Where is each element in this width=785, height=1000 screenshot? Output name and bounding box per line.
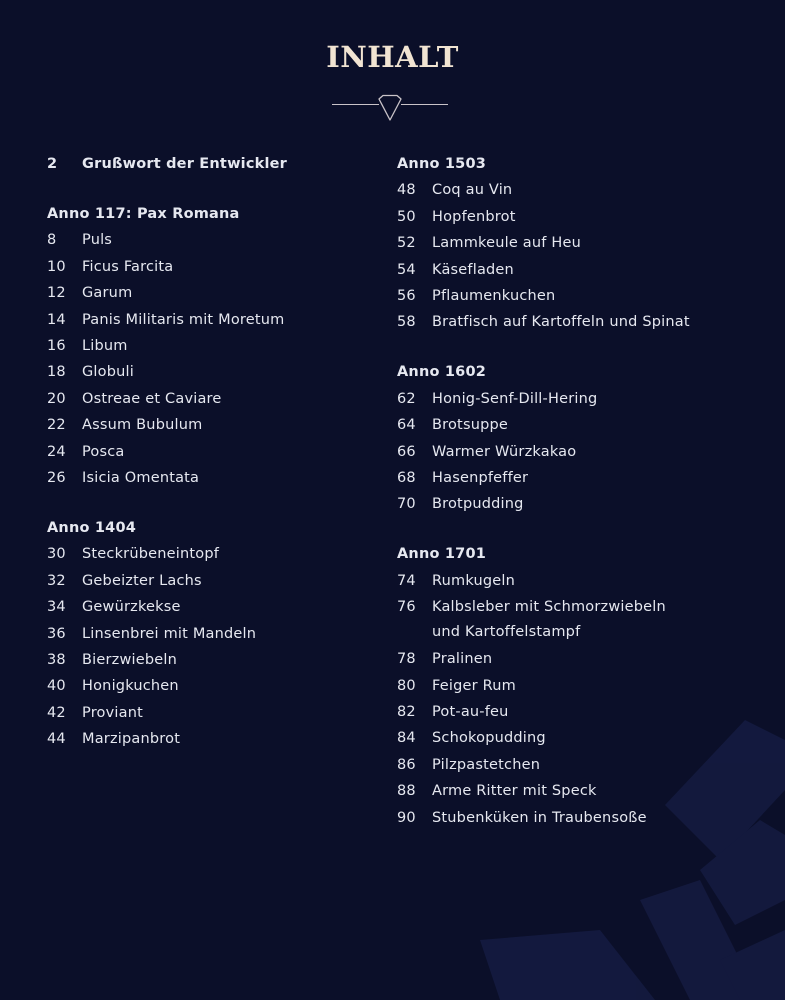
page-number: 74 bbox=[397, 572, 416, 589]
page-number: 52 bbox=[397, 235, 416, 252]
toc-entry[interactable] bbox=[47, 568, 377, 594]
toc-entry[interactable] bbox=[397, 805, 727, 831]
toc-entry[interactable] bbox=[47, 594, 377, 620]
entry-title: Steckrübeneintopf bbox=[82, 546, 220, 563]
entry-title: Libum bbox=[82, 337, 128, 354]
page-number: 22 bbox=[47, 417, 66, 434]
toc-section-anno-1503 bbox=[397, 151, 727, 336]
entry-title: Käsefladen bbox=[432, 261, 514, 278]
entry-title: Isicia Omentata bbox=[82, 469, 200, 486]
entry-title: Brotsuppe bbox=[432, 417, 509, 434]
page-number: 78 bbox=[397, 651, 416, 668]
toc-entry[interactable] bbox=[47, 621, 377, 647]
page-number: 36 bbox=[47, 625, 66, 642]
toc-entry[interactable] bbox=[397, 725, 727, 751]
page-number: 26 bbox=[47, 469, 66, 486]
page-number: 84 bbox=[397, 730, 416, 747]
entry-title: Assum Bubulum bbox=[82, 417, 203, 434]
entry-title: Lammkeule auf Heu bbox=[432, 235, 581, 252]
toc-column-right bbox=[397, 151, 727, 854]
entry-title: Globuli bbox=[82, 364, 134, 381]
entry-title: Arme Ritter mit Speck bbox=[432, 783, 597, 800]
page-number: 88 bbox=[397, 783, 416, 800]
page-number: 38 bbox=[47, 651, 66, 668]
page-number: 68 bbox=[397, 469, 416, 486]
toc-entry[interactable] bbox=[397, 230, 727, 256]
toc-section-anno-1404 bbox=[47, 515, 377, 753]
page-number: 62 bbox=[397, 390, 416, 407]
entry-title: Feiger Rum bbox=[432, 677, 516, 694]
entry-title: Proviant bbox=[82, 704, 143, 721]
toc-section-anno-117 bbox=[47, 201, 377, 491]
page-number: 64 bbox=[397, 417, 416, 434]
entry-title: Pot-au-feu bbox=[432, 703, 509, 720]
toc-entry[interactable] bbox=[397, 309, 727, 335]
toc-entry[interactable] bbox=[397, 491, 727, 517]
toc-entry[interactable] bbox=[397, 752, 727, 778]
toc-entry[interactable] bbox=[47, 700, 377, 726]
page-number: 58 bbox=[397, 314, 416, 331]
page-number: 40 bbox=[47, 678, 66, 695]
title-divider-ornament bbox=[332, 94, 448, 124]
section-heading: Anno 1503 bbox=[397, 156, 487, 172]
page-number: 2 bbox=[47, 156, 58, 172]
entry-title: Linsenbrei mit Mandeln bbox=[82, 625, 257, 642]
page-number: 24 bbox=[47, 443, 66, 460]
entry-title: Kalbsleber mit Schmorzwiebeln und Kartoffelstampf bbox=[432, 599, 666, 641]
toc-entry[interactable] bbox=[397, 699, 727, 725]
page-number: 76 bbox=[397, 599, 416, 616]
page-number: 42 bbox=[47, 704, 66, 721]
entry-title: Brotpudding bbox=[432, 496, 524, 513]
page-number: 50 bbox=[397, 208, 416, 225]
entry-title: Hopfenbrot bbox=[432, 208, 516, 225]
toc-column-left bbox=[47, 151, 377, 776]
toc-entry[interactable] bbox=[397, 386, 727, 412]
entry-title: Bratfisch auf Kartoffeln und Spinat bbox=[432, 314, 690, 331]
page-number: 8 bbox=[47, 232, 57, 249]
entry-title: Rumkugeln bbox=[432, 572, 516, 589]
entry-title: Pralinen bbox=[432, 651, 493, 668]
entry-title: Panis Militaris mit Moretum bbox=[82, 311, 285, 328]
page-number: 82 bbox=[397, 703, 416, 720]
page-number: 30 bbox=[47, 546, 66, 563]
entry-title: Hasenpfeffer bbox=[432, 469, 529, 486]
page-number: 16 bbox=[47, 337, 66, 354]
entry-title: Garum bbox=[82, 285, 133, 302]
toc-entry[interactable] bbox=[397, 594, 727, 646]
entry-title: Gebeizter Lachs bbox=[82, 572, 202, 589]
entry-title: Warmer Würzkakao bbox=[432, 443, 577, 460]
page-number: 18 bbox=[47, 364, 66, 381]
toc-entry[interactable] bbox=[47, 359, 377, 385]
page-number: 12 bbox=[47, 285, 66, 302]
toc-entry[interactable] bbox=[397, 257, 727, 283]
toc-entry[interactable] bbox=[47, 280, 377, 306]
entry-title: Schokopudding bbox=[432, 730, 546, 747]
page-number: 80 bbox=[397, 677, 416, 694]
toc-entry[interactable] bbox=[47, 333, 377, 359]
section-heading: Anno 1701 bbox=[397, 546, 487, 563]
entry-title: Honig-Senf-Dill-Hering bbox=[432, 390, 598, 407]
toc-entry[interactable] bbox=[47, 726, 377, 752]
toc-entry[interactable] bbox=[397, 412, 727, 438]
toc-entry[interactable] bbox=[47, 541, 377, 567]
page-number: 10 bbox=[47, 258, 66, 275]
toc-entry[interactable] bbox=[47, 227, 377, 253]
toc-entry[interactable] bbox=[47, 439, 377, 465]
toc-section-anno-1701 bbox=[397, 541, 727, 831]
entry-title: Coq au Vin bbox=[432, 182, 513, 199]
toc-entry[interactable] bbox=[47, 673, 377, 699]
page-number: 56 bbox=[397, 288, 416, 305]
page-number: 14 bbox=[47, 311, 66, 328]
page-number: 48 bbox=[397, 182, 416, 199]
toc-entry[interactable] bbox=[47, 647, 377, 673]
entry-title: Ostreae et Caviare bbox=[82, 390, 222, 407]
section-heading: Anno 117: Pax Romana bbox=[47, 205, 240, 222]
page-number: 32 bbox=[47, 572, 66, 589]
toc-entry[interactable] bbox=[397, 177, 727, 203]
toc-entry[interactable] bbox=[47, 151, 377, 177]
page-number: 20 bbox=[47, 390, 66, 407]
entry-title: Stubenküken in Traubensoße bbox=[432, 809, 647, 826]
toc-entry[interactable] bbox=[397, 646, 727, 672]
entry-title: Gewürzkekse bbox=[82, 599, 181, 616]
entry-title: Puls bbox=[82, 232, 113, 249]
entry-title: Ficus Farcita bbox=[82, 258, 174, 275]
page-number: 54 bbox=[397, 261, 416, 278]
entry-title: Grußwort der Entwickler bbox=[82, 156, 288, 172]
toc-entry[interactable] bbox=[47, 254, 377, 280]
section-heading: Anno 1602 bbox=[397, 364, 487, 381]
entry-title: Bierzwiebeln bbox=[82, 651, 178, 668]
entry-title: Honigkuchen bbox=[82, 678, 179, 695]
toc-entry[interactable] bbox=[397, 673, 727, 699]
page-title: INHALT bbox=[326, 40, 459, 74]
page-number: 86 bbox=[397, 756, 416, 773]
toc-entry[interactable] bbox=[47, 412, 377, 438]
toc-entry[interactable] bbox=[397, 465, 727, 491]
page-number: 70 bbox=[397, 496, 416, 513]
entry-title: Pilzpastetchen bbox=[432, 756, 541, 773]
toc-intro-section bbox=[47, 151, 377, 177]
page-number: 66 bbox=[397, 443, 416, 460]
toc-entry[interactable] bbox=[47, 386, 377, 412]
toc-section-anno-1602 bbox=[397, 359, 727, 517]
page-number: 34 bbox=[47, 599, 66, 616]
toc-entry[interactable] bbox=[397, 283, 727, 309]
toc-entry[interactable] bbox=[47, 465, 377, 491]
entry-title: Pflaumenkuchen bbox=[432, 288, 556, 305]
toc-entry[interactable] bbox=[397, 568, 727, 594]
toc-entry[interactable] bbox=[397, 204, 727, 230]
toc-entry[interactable] bbox=[397, 778, 727, 804]
page-number: 44 bbox=[47, 731, 66, 748]
entry-title: Marzipanbrot bbox=[82, 731, 181, 748]
section-heading: Anno 1404 bbox=[47, 519, 137, 536]
entry-title: Posca bbox=[82, 443, 125, 460]
page-number: 90 bbox=[397, 809, 416, 826]
toc-entry[interactable] bbox=[47, 307, 377, 333]
toc-entry[interactable] bbox=[397, 439, 727, 465]
